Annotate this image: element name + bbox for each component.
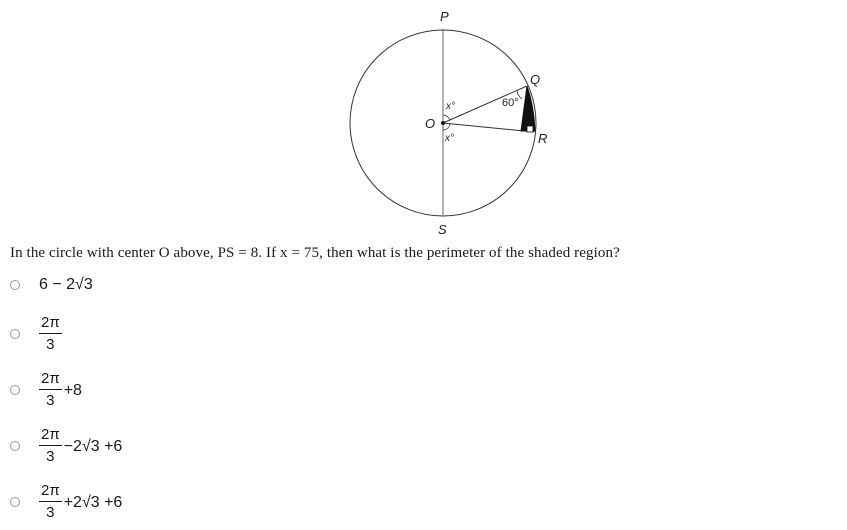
choice-expression: −2√3 +6	[63, 437, 123, 455]
label-angle-q: 60°	[502, 97, 519, 109]
answer-choice-e[interactable]	[10, 483, 122, 520]
fraction	[39, 483, 62, 520]
choice-expression: +8	[63, 381, 82, 399]
label-angle-top: x°	[446, 101, 455, 112]
fraction	[39, 315, 62, 352]
label-r: R	[538, 131, 548, 146]
choice-expression: +2√3 +6	[63, 493, 123, 511]
fraction-numerator: 2π	[39, 427, 62, 446]
fraction-numerator: 2π	[39, 371, 62, 390]
radio-button[interactable]	[10, 497, 20, 507]
right-angle-mark	[527, 126, 533, 132]
answer-choice-b[interactable]	[10, 315, 62, 352]
fraction-numerator: 2π	[39, 483, 62, 502]
label-angle-bottom: x°	[445, 133, 454, 144]
answer-choice-c[interactable]	[10, 371, 82, 408]
radio-button[interactable]	[10, 385, 20, 395]
answer-choice-d[interactable]	[10, 427, 122, 464]
radio-button[interactable]	[10, 280, 20, 290]
answer-choice-a[interactable]	[10, 276, 93, 294]
center-point	[441, 121, 445, 125]
radio-button[interactable]	[10, 441, 20, 451]
fraction	[39, 427, 62, 464]
label-o: O	[425, 116, 436, 131]
shaded-region	[521, 86, 535, 131]
question-text: In the circle with center O above, PS = 8. If x = 75, then what is the perimeter of the shaded region?	[10, 245, 620, 261]
angle-arc-top	[443, 115, 450, 120]
fraction-denominator: 3	[46, 504, 55, 521]
fraction-numerator: 2π	[39, 315, 62, 334]
fraction-denominator: 3	[46, 448, 55, 465]
fraction-denominator: 3	[46, 392, 55, 409]
fraction	[39, 371, 62, 408]
circle-figure	[330, 0, 570, 236]
label-p: P	[440, 9, 449, 24]
choice-text: 6 − 2√3	[39, 276, 93, 293]
label-s: S	[438, 222, 447, 236]
fraction-denominator: 3	[46, 336, 55, 353]
radio-button[interactable]	[10, 329, 20, 339]
angle-arc-bottom	[443, 124, 450, 130]
label-q: Q	[530, 72, 541, 87]
segment-or	[443, 123, 534, 132]
